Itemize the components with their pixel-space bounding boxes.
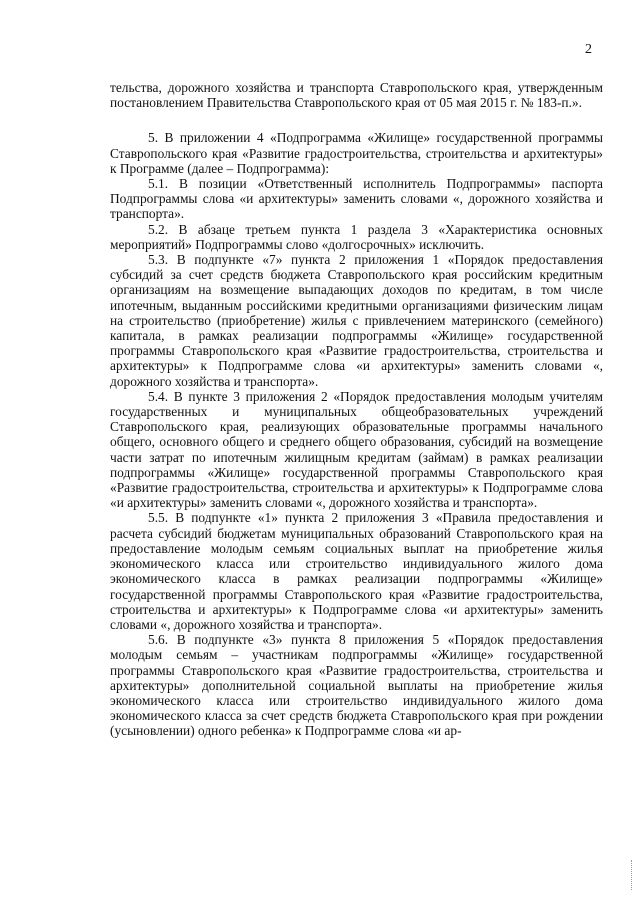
paragraph-item-5: 5. В приложении 4 «Подпрограмма «Жилище» государственной программы Ставропольского края «Развитие градостроительства, строительства и архитектуры» к Программе (далее – Подпрограмма): xyxy=(110,130,603,176)
paragraph-item-5-2: 5.2. В абзаце третьем пункта 1 раздела 3 «Характеристика основных мероприятий» Подпрограммы слово «долгосрочных» исключить. xyxy=(110,221,603,252)
paragraph-item-5-1: 5.1. В позиции «Ответственный исполнитель Подпрограммы» паспорта Подпрограммы слова «и архитектуры» заменить словами «, дорожного хозяйства и транспорта». xyxy=(110,176,603,222)
document-body xyxy=(110,80,603,739)
page-number: 2 xyxy=(585,42,592,57)
paragraph-item-5-5: 5.5. В подпункте «1» пункта 2 приложения 3 «Правила предоставления и расчета субсидий бюджетам муниципальных образований Ставропольского края на предоставление молодым семьям социальных выплат на приобретение жилья экономического класса или строительство индивидуального жилого дома экономического класса в рамках реализации подпрограммы «Жилище» государственной программы Ставропольского края «Развитие градостроительства, строительства и архитектуры» к Подпрограмме слова «и архитектуры» заменить словами «, дорожного хозяйства и транспорта». xyxy=(110,510,603,632)
paragraph-continuation: тельства, дорожного хозяйства и транспорта Ставропольского края, утвержденным постановлением Правительства Ставропольского края от 05 мая 2015 г. № 183-п.». xyxy=(110,80,603,111)
paragraph-item-5-3: 5.3. В подпункте «7» пункта 2 приложения 1 «Порядок предоставления субсидий за счет средств бюджета Ставропольского края российским кредитным организациям на возмещение выпадающих доходов по кредитам, в том числе ипотечным, выданным российскими кредитными организациями физическим лицам на строительство (приобретение) жилья с привлечением материнского (семейного) капитала, в рамках реализации подпрограммы «Жилище» государственной программы Ставропольского края «Развитие градостроительства, строительства и архитектуры» к Подпрограмме слова «и архитектуры» заменить словами «, дорожного хозяйства и транспорта». xyxy=(110,252,603,389)
scan-edge-mark xyxy=(631,860,634,890)
paragraph-item-5-6: 5.6. В подпункте «3» пункта 8 приложения 5 «Порядок предоставления молодым семьям – участникам подпрограммы «Жилище» государственной программы Ставропольского края «Развитие градостроительства, строительства и архитектуры» дополнительной социальной выплаты на приобретение жилья экономического класса или строительство индивидуального жилого дома экономического класса за счет средств бюджета Ставропольского края при рождении (усыновлении) одного ребенка» к Подпрограмме слова «и ар- xyxy=(110,632,603,739)
paragraph-gap xyxy=(110,110,603,130)
paragraph-item-5-4: 5.4. В пункте 3 приложения 2 «Порядок предоставления молодым учителям государственных и муниципальных общеобразовательных учреждений Ставропольского края, реализующих образовательные программы начального общего, основного общего и среднего общего образования, субсидий на возмещение части затрат по ипотечным жилищным кредитам (займам) в рамках реализации подпрограммы «Жилище» государственной программы Ставропольского края «Развитие градостроительства, строительства и архитектуры» к Подпрограмме слова «и архитектуры» заменить словами «, дорожного хозяйства и транспорта». xyxy=(110,388,603,511)
